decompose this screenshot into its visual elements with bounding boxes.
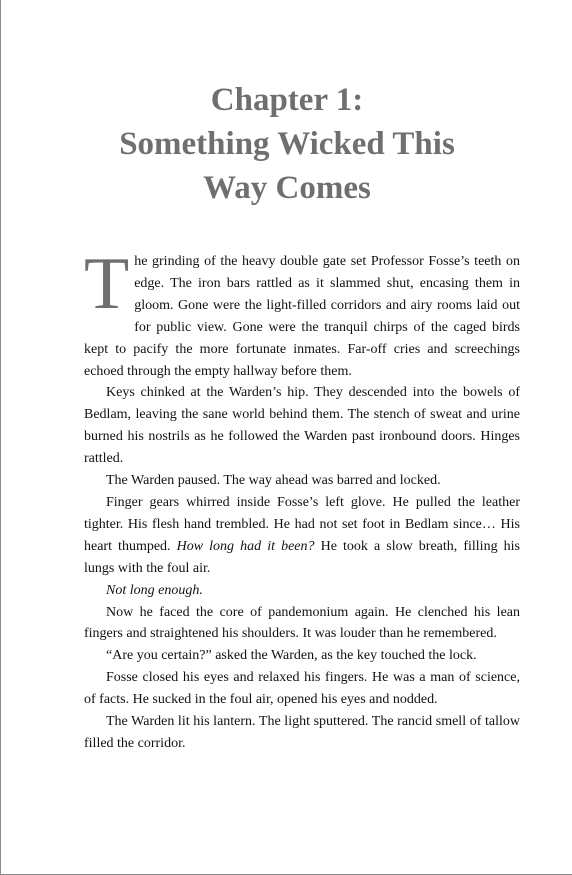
paragraph-6: Now he faced the core of pandemonium again. He clenched his lean fingers and straightened his shoulders. It was louder than he remembered. [84,604,520,642]
chapter-title-line-1: Chapter 1: [210,82,364,118]
paragraph-4-text-a: Finger gears whirred inside Fosse’s left glove. He pulled the leather tighter. His flesh hand trembled. He had not set foot in Bedlam since… His heart thumped. [84,494,520,554]
paragraph-1 [84,243,520,382]
paragraph-4 [84,492,520,580]
paragraph-7: “Are you certain?” asked the Warden, as the key touched the lock. [106,648,477,664]
paragraph-5 [84,580,520,602]
paragraph-1-text: he grinding of the heavy double gate set Professor Fosse’s teeth on edge. The iron bars rattled as it slammed shut, encasing them in gloom. Gone were the light-filled corridors and airy rooms laid out for public view. Gone were the tranquil chirps of the caged birds kept to pacify the more fortunate inmates. Far-off cries and screechings echoed through the empty hallway before them. [84,254,520,379]
paragraph-3: The Warden paused. The way ahead was barred and locked. [106,473,441,489]
drop-cap: T [84,243,130,325]
paragraph-9: The Warden lit his lantern. The light sputtered. The rancid smell of tallow filled the corridor. [84,714,520,751]
paragraph-8: Fosse closed his eyes and relaxed his fingers. He was a man of science, of facts. He sucked in the foul air, opened his eyes and nodded. [84,670,520,708]
paragraph-4-italic: How long had it been? [176,538,315,554]
paragraph-4-text-b: He took a slow breath, filling his lungs with the foul air. [84,538,520,576]
paragraph-2: Keys chinked at the Warden’s hip. They descended into the bowels of Bedlam, leaving the sane world behind them. The stench of sweat and urine burned his nostrils as he followed the Warden past ironbound doors. Hinges rattled. [84,385,520,467]
chapter-body [84,243,520,755]
chapter-title-line-2: Something Wicked This [119,126,455,162]
chapter-title [1,78,572,210]
chapter-title-line-3: Way Comes [203,170,371,206]
paragraph-5-italic: Not long enough. [106,582,203,598]
